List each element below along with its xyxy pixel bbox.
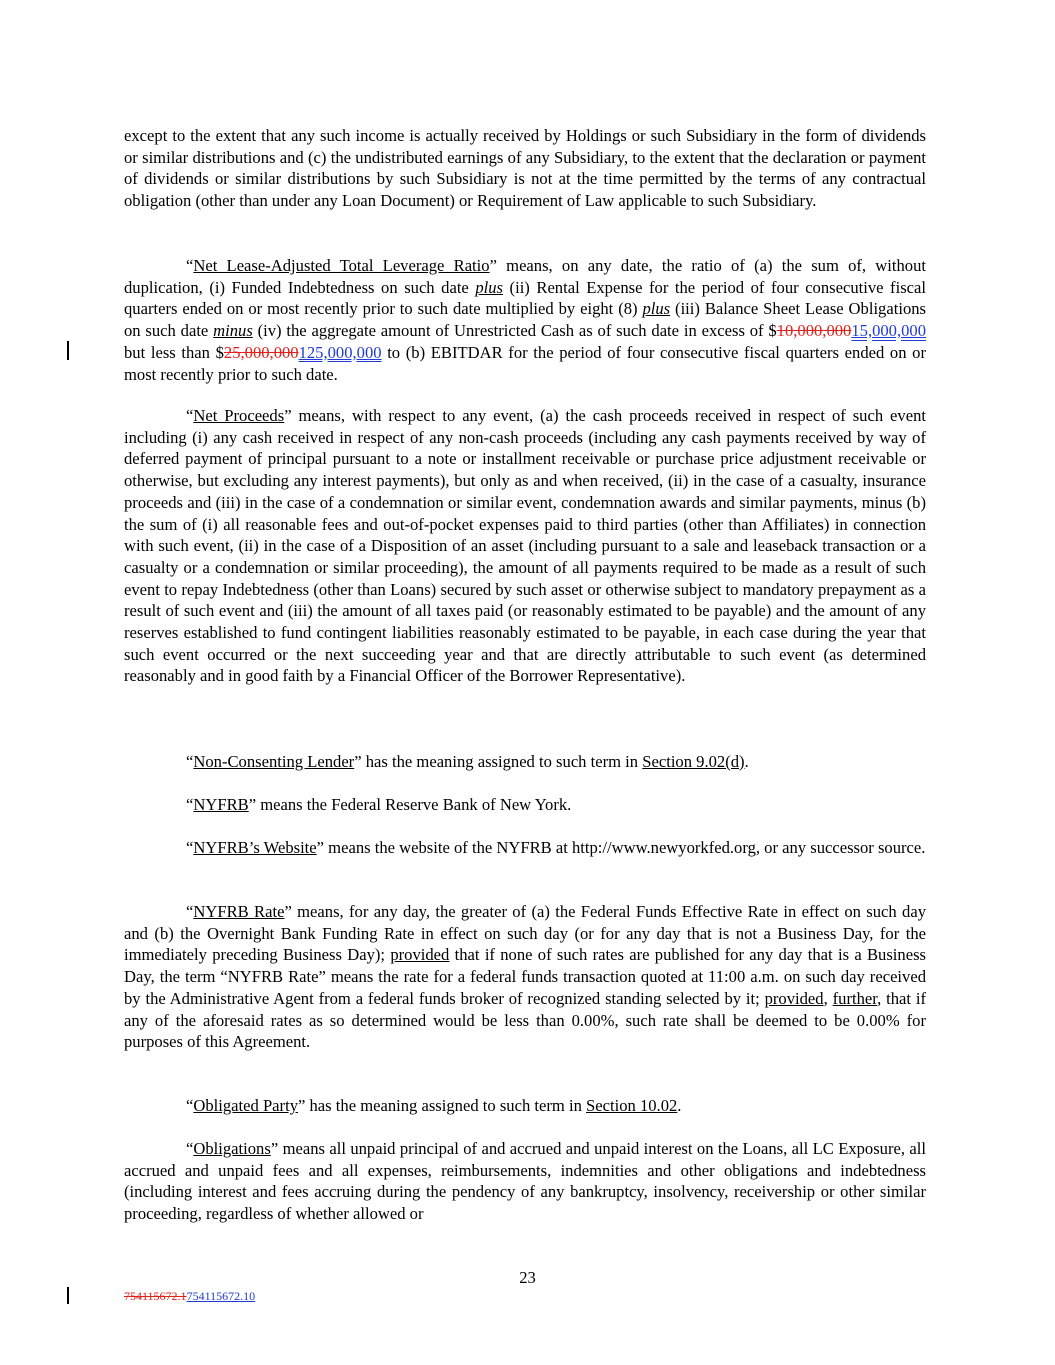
- definition-text: ” means all unpaid principal of and accrued and unpaid interest on the Loans, all LC Exposure, all accrued and unpaid fees and all expenses, reimbursements, indemnities and other obligations and indebtedness (including interest and fees accruing during the pendency of any bankruptcy, insolvency, receivership or other similar proceeding, regardless of whether allowed or: [124, 1139, 926, 1224]
- defined-term: Obligations: [193, 1139, 271, 1158]
- paragraph-text: except to the extent that any such income is actually received by Holdings or such Subsidiary in the form of dividends or similar distributions and (c) the undistributed earnings of any Subsidiary, to the extent that the declaration or payment of dividends or similar distributions by such Subsidiary is not at the time permitted by the terms of any contractual obligation (other than under any Loan Document) or Requirement of Law applicable to such Subsidiary.: [124, 126, 926, 211]
- revision-change-bar: [67, 1287, 69, 1304]
- definition-text: ” has the meaning assigned to such term in: [354, 752, 643, 771]
- page-number: 23: [519, 1268, 536, 1287]
- defined-term: NYFRB’s Website: [193, 838, 317, 857]
- definition-text: (ii) Rental Expense for the period of four consecutive fiscal quarters ended on or most recently prior to such date multiplied by eight (8): [124, 277, 926, 319]
- emphasis-plus: plus: [642, 299, 671, 319]
- definition-text: to (b) EBITDAR for the period of four consecutive fiscal quarters ended on or most recently prior to such date.: [124, 342, 926, 384]
- definition-text: ” means the Federal Reserve Bank of New York.: [248, 795, 572, 814]
- definition-text: ” means, for any day, the greater of (a) the Federal Funds Effective Rate in effect on such day and (b) the Overnight Bank Funding Rate in effect on such day (or for any day that is not a Business Day, for the immediately preceding Business Day);: [124, 902, 926, 965]
- inserted-amount: 125,000,000: [298, 342, 382, 362]
- definition-text: .: [677, 1096, 682, 1115]
- definition-text: but less than $: [124, 342, 224, 362]
- definition-text: (iv) the aggregate amount of Unrestricted Cash as of such date in excess of $: [252, 321, 777, 341]
- revision-change-bar: [67, 341, 69, 360]
- open-quote: “: [186, 795, 194, 814]
- proviso-further: further: [832, 988, 878, 1008]
- open-quote: “: [186, 838, 194, 857]
- definition-text: , that if any of the aforesaid rates as so determined would be less than 0.00%, such rate shall be deemed to be 0.00% for purposes of this Agreement.: [124, 988, 926, 1052]
- defined-term: Obligated Party: [193, 1096, 298, 1115]
- deleted-document-id: 754115672.1: [124, 1289, 187, 1303]
- open-quote: “: [186, 752, 194, 771]
- open-quote: “: [186, 1139, 194, 1158]
- definition-text: ” means the website of the NYFRB at http://www.newyorkfed.org, or any successor source.: [316, 838, 926, 857]
- definition-text: (iii) Balance Sheet Lease Obligations on such date: [124, 299, 926, 341]
- section-reference: Section 10.02: [586, 1096, 678, 1115]
- proviso-provided: provided: [764, 988, 824, 1008]
- definition-obligated-party: [124, 1095, 926, 1117]
- open-quote: “: [186, 1096, 194, 1115]
- proviso-provided: provided: [390, 945, 450, 965]
- open-quote: “: [186, 406, 194, 425]
- definition-text: .: [744, 752, 749, 771]
- definition-nyfrb: [124, 794, 926, 816]
- definition-net-lease-adjusted-total-leverage-ratio: [124, 255, 926, 385]
- open-quote: “: [186, 256, 194, 275]
- definition-nyfrb-rate: [124, 901, 926, 1053]
- deleted-amount: 25,000,000: [223, 342, 299, 362]
- defined-term: Non-Consenting Lender: [193, 752, 355, 771]
- inserted-document-id: 754115672.10: [186, 1289, 256, 1303]
- deleted-amount: 10,000,000: [776, 321, 852, 341]
- definition-text: ” means, on any date, the ratio of (a) the sum of, without duplication, (i) Funded Indebtedness on such date: [124, 256, 926, 297]
- document-id-footer: [124, 1288, 255, 1304]
- emphasis-plus: plus: [475, 277, 504, 297]
- open-quote: “: [186, 902, 194, 921]
- definition-text: that if none of such rates are published for any day that is a Business Day, the term “NYFRB Rate” means the rate for a federal funds transaction quoted at 11:00 a.m. on such day received by the Administrative Agent from a federal funds broker of recognized standing selected by it;: [124, 945, 926, 1008]
- emphasis-minus: minus: [213, 321, 253, 341]
- definition-net-proceeds: [124, 405, 926, 687]
- definition-nyfrb-website: [124, 837, 926, 859]
- definition-obligations: [124, 1138, 926, 1225]
- definition-text: ,: [823, 988, 833, 1008]
- paragraph-income-continuation: [124, 125, 926, 212]
- inserted-amount: 15,000,000: [851, 321, 927, 341]
- defined-term: NYFRB Rate: [193, 902, 285, 921]
- section-reference: Section 9.02(d): [642, 752, 745, 771]
- defined-term: Net Lease-Adjusted Total Leverage Ratio: [193, 256, 490, 275]
- definition-text: ” has the meaning assigned to such term in: [298, 1096, 587, 1115]
- defined-term: NYFRB: [193, 795, 249, 814]
- defined-term: Net Proceeds: [193, 406, 285, 425]
- definition-text: ” means, with respect to any event, (a) the cash proceeds received in respect of such event including (i) any cash received in respect of any non-cash proceeds (including any cash payments received by way of deferred payment of principal pursuant to a note or installment receivable or purchase price adjustment receivable or otherwise, but excluding any interest payments), but only as and when received, (ii) in the case of a casualty, insurance proceeds and (iii) in the case of a condemnation or similar event, condemnation awards and similar payments, minus (b) the sum of (i) all reasonable fees and out-of-pocket expenses paid to third parties (other than Affiliates) in connection with such event, (ii) in the case of a Disposition of an asset (including pursuant to a sale and leaseback transaction or a casualty or a condemnation or similar proceeding), the amount of all payments required to be made as a result of such event to repay Indebtedness (other than Loans) secured by such asset or otherwise subject to mandatory prepayment as a result of such event and (iii) the amount of all taxes paid (or reasonably estimated to be payable) and the amount of any reserves established to fund contingent liabilities reasonably estimated to be payable, in each case during the year that such event occurred or the next succeeding year and that are directly attributable to such event (as determined reasonably and in good faith by a Financial Officer of the Borrower Representative).: [124, 406, 926, 686]
- definition-non-consenting-lender: [124, 751, 926, 773]
